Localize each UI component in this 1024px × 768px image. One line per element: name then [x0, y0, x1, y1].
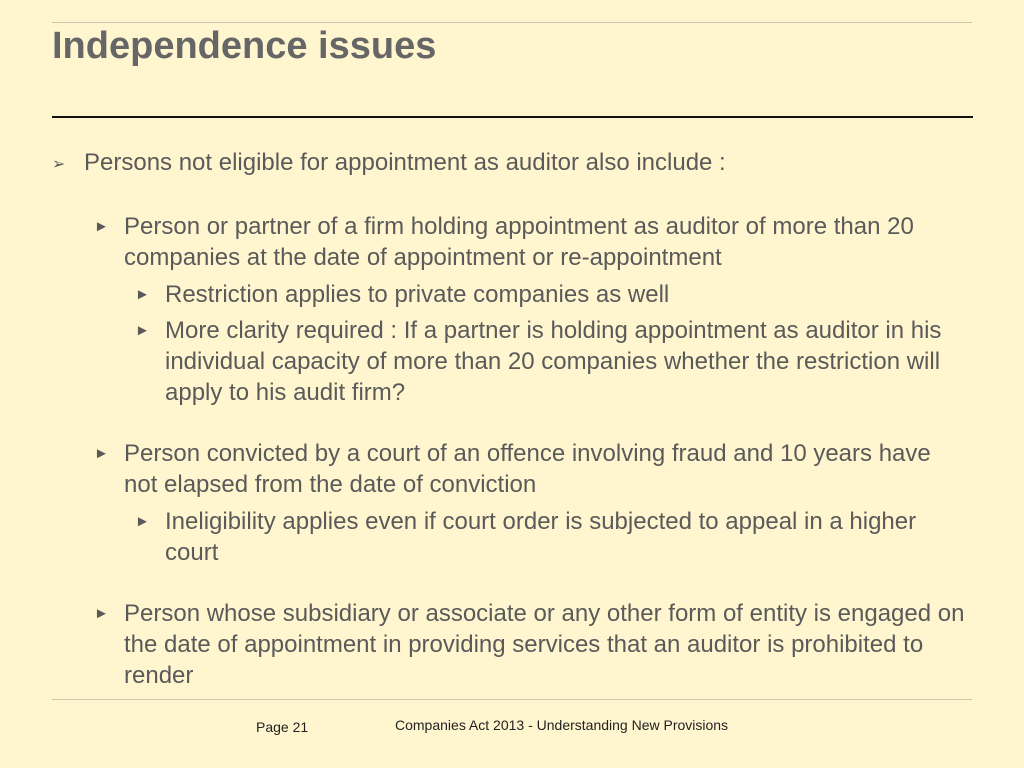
triangle-bullet-icon: ►	[135, 513, 150, 530]
list-item-2: Person convicted by a court of an offence involving fraud and 10 years have not elapsed from the date of conviction	[124, 440, 931, 498]
list-item-1-sub-2: More clarity required : If a partner is holding appointment as auditor in his individual capacity of more than 20 companies whether the restriction will apply to his audit firm?	[165, 317, 942, 406]
triangle-bullet-icon: ►	[135, 286, 150, 303]
main-bullet-text: Persons not eligible for appointment as auditor also include :	[84, 149, 726, 176]
triangle-bullet-icon: ►	[94, 445, 109, 462]
title-underline	[52, 116, 973, 118]
footer-divider	[52, 699, 972, 700]
triangle-bullet-icon: ►	[135, 322, 150, 339]
list-item-1: Person or partner of a firm holding appointment as auditor of more than 20 companies at the date of appointment or re-appointment	[124, 213, 914, 271]
triangle-bullet-icon: ►	[94, 605, 109, 622]
footer-title: Companies Act 2013 - Understanding New Provisions	[395, 717, 729, 733]
top-divider	[52, 22, 972, 23]
list-item-2-sub-1: Ineligibility applies even if court order is subjected to appeal in a higher court	[165, 508, 917, 566]
triangle-bullet-icon: ►	[94, 218, 109, 235]
list-item-3: Person whose subsidiary or associate or any other form of entity is engaged on the date of appointment in providing services that an auditor is prohibited to render	[124, 600, 965, 689]
slide-title: Independence issues	[52, 25, 437, 67]
page-number: Page 21	[256, 719, 309, 735]
arrowhead-bullet-icon: ➢	[52, 156, 66, 173]
list-item-1-sub-1: Restriction applies to private companies as well	[165, 281, 670, 308]
